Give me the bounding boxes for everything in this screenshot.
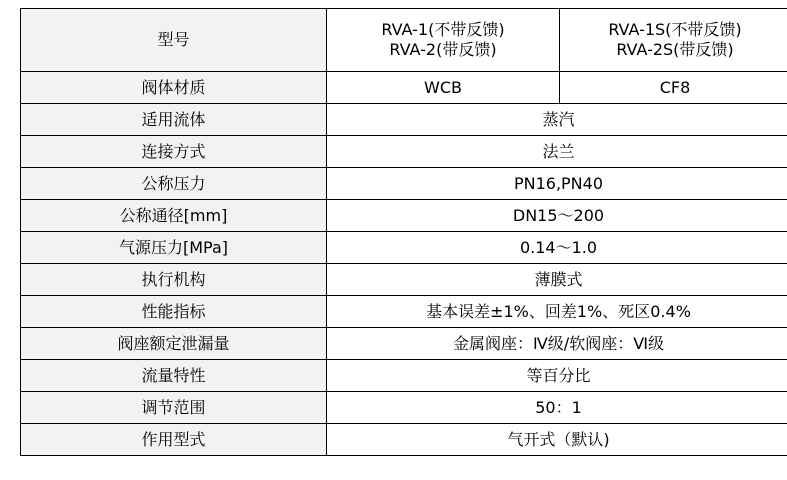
row-value: CF8	[560, 72, 787, 104]
table-row	[21, 232, 787, 264]
row-value: 基本误差±1%、回差1%、死区0.4%	[327, 296, 787, 328]
row-label: 性能指标	[21, 296, 327, 328]
table-row	[21, 360, 787, 392]
row-value: 0.14～1.0	[327, 232, 787, 264]
row-label: 适用流体	[21, 104, 327, 136]
row-label: 执行机构	[21, 264, 327, 296]
row-label: 公称压力	[21, 168, 327, 200]
table-row	[21, 200, 787, 232]
table-row	[21, 424, 787, 456]
model-line: RVA-1(不带反馈)	[381, 20, 505, 39]
row-value: 50：1	[327, 392, 787, 424]
table-row	[21, 264, 787, 296]
table-row	[21, 296, 787, 328]
row-value: 等百分比	[327, 360, 787, 392]
row-label: 连接方式	[21, 136, 327, 168]
row-value: 金属阀座：Ⅳ级/软阀座：Ⅵ级	[327, 328, 787, 360]
row-value: PN16,PN40	[327, 168, 787, 200]
table-row	[21, 328, 787, 360]
spec-table	[20, 8, 787, 456]
row-label: 作用型式	[21, 424, 327, 456]
row-value: 法兰	[327, 136, 787, 168]
table-row	[21, 168, 787, 200]
row-label: 流量特性	[21, 360, 327, 392]
row-value: 蒸汽	[327, 104, 787, 136]
row-label: 气源压力[MPa]	[21, 232, 327, 264]
table-row	[21, 136, 787, 168]
table-row	[21, 104, 787, 136]
table-row	[21, 72, 787, 104]
table-header-row	[21, 9, 787, 72]
model-line: RVA-2S(带反馈)	[616, 40, 734, 59]
row-value: 薄膜式	[327, 264, 787, 296]
header-model-cell-1	[327, 9, 560, 72]
spec-table-container	[20, 8, 787, 456]
header-label-cell: 型号	[21, 9, 327, 72]
row-label: 阀座额定泄漏量	[21, 328, 327, 360]
row-value: 气开式（默认)	[327, 424, 787, 456]
row-label: 公称通径[mm]	[21, 200, 327, 232]
model-line: RVA-2(带反馈)	[389, 40, 497, 59]
row-value: DN15～200	[327, 200, 787, 232]
header-model-cell-2	[560, 9, 787, 72]
table-row	[21, 392, 787, 424]
row-value: WCB	[327, 72, 560, 104]
row-label: 调节范围	[21, 392, 327, 424]
row-label: 阀体材质	[21, 72, 327, 104]
model-line: RVA-1S(不带反馈)	[608, 20, 742, 39]
